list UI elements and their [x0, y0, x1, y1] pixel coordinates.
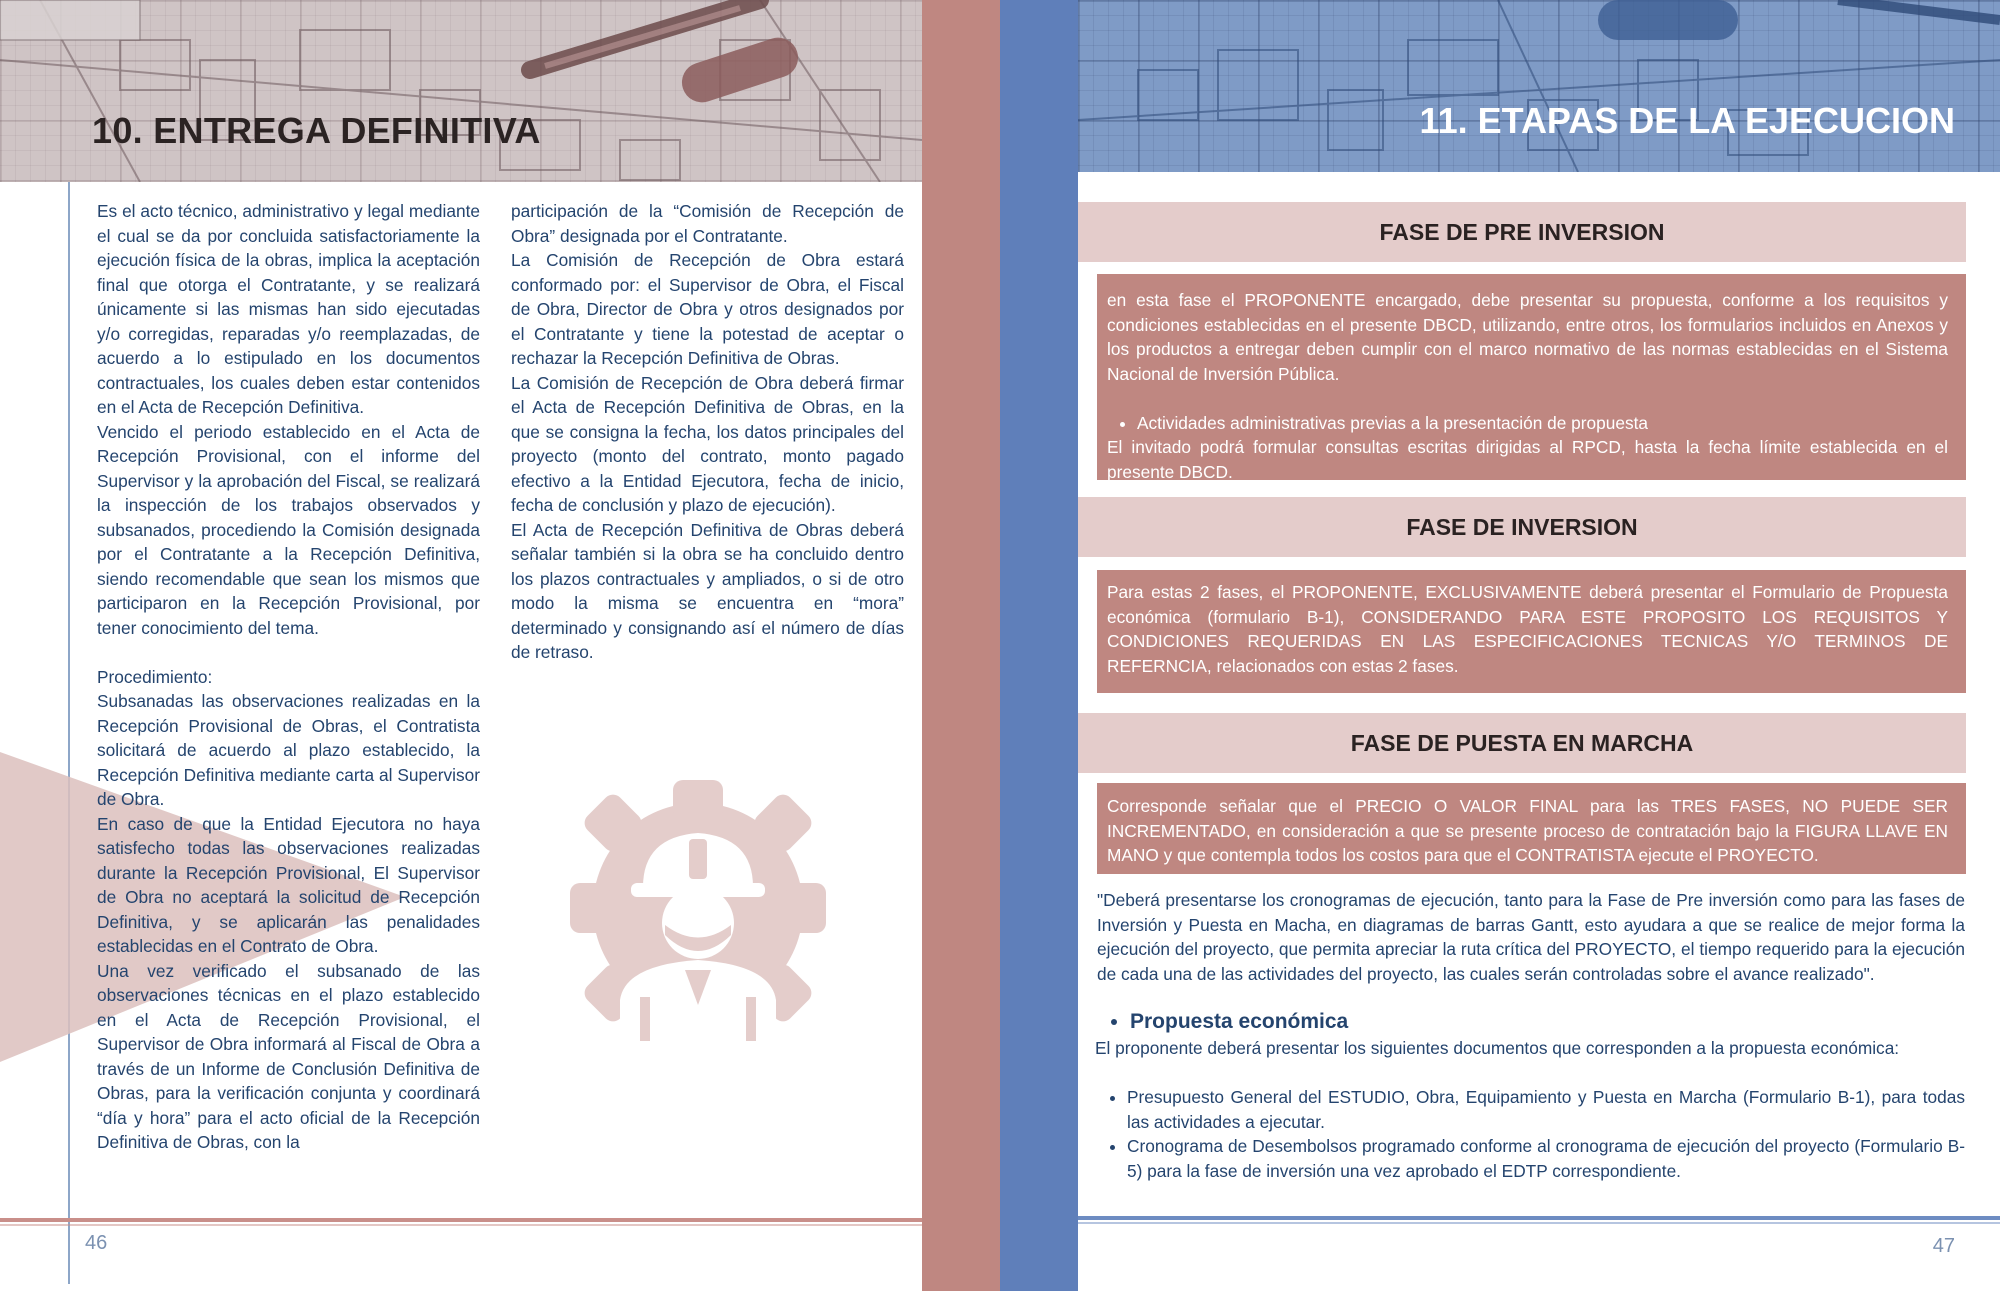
paragraph: "Deberá presentarse los cronogramas de ejecución, tanto para la Fase de Pre inversión como para las fases de Inversión y Puesta en Macha, en diagramas de barras Gantt, esto ayudara a que se realice de mejor forma la ejecución del proyecto, que permita apreciar la ruta crítica del PROYECTO, el tiempo requerido para la ejecución de cada una de las actividades del proyecto, las cuales serán controladas sobre el avance realizado". [1097, 890, 1965, 984]
right-footer-line-thin [1078, 1222, 2000, 1224]
blueprint-illustration [1078, 0, 2000, 172]
paragraph: Subsanadas las observaciones realizadas en la Recepción Provisional de Obras, el Contratista solicitará de acuerdo al plazo establecido, la Recepción Definitiva mediante carta al Supervisor de Obra. [97, 691, 480, 809]
paragraph: El Acta de Recepción Definitiva de Obras deberá señalar también si la obra se ha concluido dentro los plazos contractuales y ampliados, o si de otro modo la misma se encuentra en “mora” determinado y consignando así el número de días de retraso. [511, 519, 904, 662]
propuesta-intro [1095, 1036, 1975, 1061]
phase-body-pre-inversion [1097, 274, 1966, 480]
phase-bullet-list [1107, 411, 1948, 436]
spine-rose-band [922, 0, 1000, 1291]
left-column-1 [97, 199, 480, 1155]
phase-text: Para estas 2 fases, el PROPONENTE, EXCLUSIVAMENTE deberá presentar el Formulario de Propuesta económica (formulario B-1), CONSIDERANDO PARA ESTE PROPOSITO LOS REQUISITOS Y CONDICIONES REQUERIDAS EN LAS ESPECIFICACIONES TECNICAS Y/O TERMINOS DE REFERNCIA, relacionados con estas 2 fases. [1107, 582, 1948, 676]
left-footer-line [0, 1218, 922, 1222]
paragraph: participación de la “Comisión de Recepción de Obra” designada por el Contratante. [511, 201, 904, 246]
right-footer-line [1078, 1216, 2000, 1220]
list-item: • Cronograma de Desembolsos programado conforme al cronograma de ejecución del proyecto (Formulario B-5) para la fase de inversión una vez aprobado el EDTP correspondiente. [1127, 1134, 1965, 1183]
paragraph: El proponente deberá presentar los siguientes documentos que corresponden a la propuesta económica: [1095, 1038, 1900, 1058]
left-margin-line [68, 182, 70, 1284]
propuesta-items [1097, 1085, 1965, 1183]
spine-blue-band [1000, 0, 1078, 1291]
paragraph: La Comisión de Recepción de Obra estará conformado por: el Supervisor de Obra, el Fiscal de Obra, Director de Obra y otros designados por el Contratante y tiene la potestad de aceptar o rechazar la Recepción Definitiva de Obras. [511, 250, 904, 368]
phase-body-puesta-en-marcha [1097, 783, 1966, 874]
propuesta-heading-list [1094, 1009, 1962, 1035]
blueprint-pen-illustration [0, 0, 922, 182]
phase-body-inversion [1097, 570, 1966, 693]
propuesta-heading: • Propuesta económica [1130, 1009, 1962, 1035]
page-number-right: 47 [1932, 1235, 1955, 1257]
paragraph: En caso de que la Entidad Ejecutora no haya satisfecho todas las observaciones realizadas durante la Recepción Provisional, El Supervisor de Obra no aceptará la solicitud de Recepción Definitiva, y se aplicarán las penalidades establecidas en el Contrato de Obra. [97, 813, 480, 956]
engineer-gear-icon [565, 775, 831, 1041]
paragraph: La Comisión de Recepción de Obra deberá firmar el Acta de Recepción Definitiva de Obras, en la que se consigna la fecha, los datos principales del proyecto (monto del contrato, monto pagado efectivo a la Entidad Ejecutora, fecha de inicio, fecha de conclusión y plazo de ejecución). [511, 372, 904, 515]
left-footer-line-thin [0, 1224, 922, 1226]
phase-header-puesta-en-marcha: FASE DE PUESTA EN MARCHA [1078, 713, 1966, 773]
left-page-title: 10. ENTREGA DEFINITIVA [92, 110, 541, 151]
phase-text: Corresponde señalar que el PRECIO O VALOR FINAL para las TRES FASES, NO PUEDE SER INCREMENTADO, en consideración a que se presente proceso de contratación bajo la FIGURA LLAVE EN MANO y que contempla todos los costos para que el CONTRATISTA ejecute el PROYECTO. [1107, 796, 1948, 865]
page-number-left: 46 [85, 1232, 108, 1254]
left-banner-image [0, 0, 922, 182]
paragraph: Es el acto técnico, administrativo y legal mediante el cual se da por concluida satisfactoriamente la ejecución física de la obras, implica la aceptación final que otorga el Contratante, y se realizará únicamente si las mismas han sido ejecutadas y/o corregidas, reparadas y/o reemplazadas, de acuerdo a lo estipulado en los documentos contractuales, los cuales deben estar contenidos en el Acta de Recepción Definitiva. [97, 201, 480, 417]
right-banner-image [1078, 0, 2000, 172]
paragraph: Una vez verificado el subsanado de las observaciones técnicas en el plazo establecido en el Acta de Recepción Provisional, el Supervisor de Obra informará al Fiscal de Obra a través de un Informe de Conclusión Definitiva de Obras, para la verificación conjunta y coordinará “día y hora” para el acto oficial de la Recepción Definitiva de Obras, con la [97, 960, 480, 1152]
right-page-title: 11. ETAPAS DE LA EJECUCION [1419, 100, 1955, 141]
phase-text: El invitado podrá formular consultas escritas dirigidas al RPCD, hasta la fecha límite establecida en el presente DBCD. [1107, 437, 1948, 482]
procedure-label: Procedimiento: [97, 666, 213, 687]
phase-header-pre-inversion: FASE DE PRE INVERSION [1078, 202, 1966, 262]
phase-header-inversion: FASE DE INVERSION [1078, 497, 1966, 557]
paragraph: Vencido el periodo establecido en el Acta de Recepción Provisional, con el informe del Supervisor y la aprobación del Fiscal, se realizará la inspección de los trabajos observados y subsanados, procediendo la Comisión designada por el Contratante a la Recepción Definitiva, siendo recomendable que sean los mismos que participaron en la Recepción Provisional, por tener conocimiento del tema. [97, 421, 480, 638]
phase-bullet: • Actividades administrativas previas a la presentación de propuesta [1137, 411, 1948, 436]
left-column-2 [511, 199, 904, 665]
phase-text: en esta fase el PROPONENTE encargado, debe presentar su propuesta, conforme a los requisitos y condiciones establecidas en el presente DBCD, utilizando, entre otros, los formularios incluidos en Anexos y los productos a entregar deben cumplir con el marco normativo de las normas establecidas en el Sistema Nacional de Inversión Pública. [1107, 290, 1948, 384]
list-item: • Presupuesto General del ESTUDIO, Obra, Equipamiento y Puesta en Marcha (Formulario B-1), para todas las actividades a ejecutar. [1127, 1085, 1965, 1134]
cronograma-paragraph [1097, 888, 1965, 986]
